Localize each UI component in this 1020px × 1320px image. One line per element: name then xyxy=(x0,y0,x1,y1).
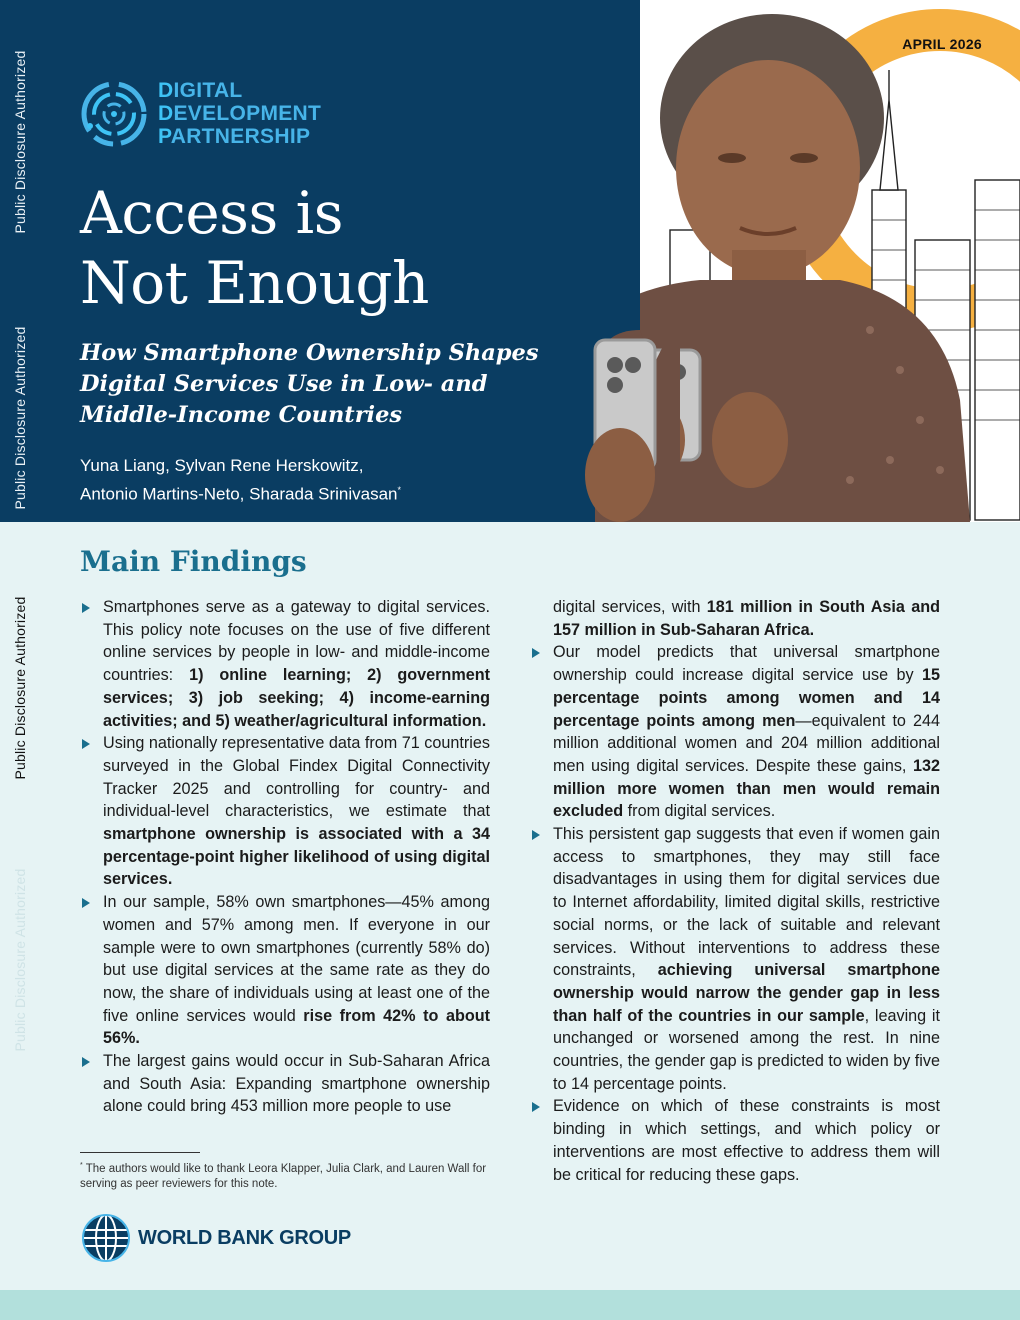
findings-column-right xyxy=(530,596,940,1186)
world-bank-group-wordmark: WORLD BANK GROUP xyxy=(138,1226,351,1249)
woman-with-phone-illustration xyxy=(640,0,1020,522)
finding-text: Evidence on which of these constraints is most binding in which settings, and which policy or interventions are most effective to address them will be critical for reducing these gaps. xyxy=(553,1097,940,1184)
finding-text: In our sample, 58% own smartphones—45% among women and 57% among men. If everyone in our sample were to own smartphones (currently 58% do) but use digital services at the same rate as they do now, the share of individuals using at least one of the five online services would xyxy=(103,893,490,1025)
world-bank-globe-icon xyxy=(80,1212,132,1264)
ddp-logo-text xyxy=(158,79,321,148)
footer-band xyxy=(0,1290,1020,1320)
ddp-logo xyxy=(80,79,321,148)
list-item xyxy=(80,1050,490,1118)
footnote-text: The authors would like to thank Leora Klapper, Julia Clark, and Lauren Wall for serving as peer reviewers for this note. xyxy=(80,1162,487,1190)
list-item xyxy=(80,732,490,891)
watermark-text: Public Disclosure Authorized xyxy=(12,326,28,510)
world-bank-group-logo xyxy=(80,1212,351,1264)
list-item xyxy=(530,1095,940,1186)
finding-text: from digital services. xyxy=(623,802,776,821)
title-line-2: Not Enough xyxy=(80,249,429,317)
footnote-divider xyxy=(80,1152,200,1153)
section-title-main-findings: Main Findings xyxy=(80,545,307,578)
finding-text: The largest gains would occur in Sub-Saharan Africa and South Asia: Expanding smartphone ownership alone could bring 453 million more people to use xyxy=(103,1052,490,1116)
finding-text: Our model predicts that universal smartphone ownership could increase digital service use by xyxy=(553,643,940,685)
triangle-bullet-icon xyxy=(82,898,90,908)
publication-date: APRIL 2026 xyxy=(902,36,982,52)
cover-photo xyxy=(640,0,1020,522)
page-subtitle xyxy=(80,338,560,431)
subtitle-line-1: How Smartphone Ownership Shapes xyxy=(80,340,539,366)
finding-emphasis: 1) online learning; 2) government services; 3) job seeking; 4) income-earning activities; and 5) weather/agricultural information. xyxy=(103,666,490,730)
finding-text: , leaving it unchanged or worsened among the rest. In nine countries, the gender gap is predicted to widen by five to 14 percentage points. xyxy=(553,1006,940,1093)
finding-text: Smartphones serve as a gateway to digital services. This policy note focuses on the use of five different online services by people in low- and middle-income countries: xyxy=(103,598,490,685)
header-banner xyxy=(0,0,1020,522)
ddp-swirl-icon xyxy=(80,80,148,148)
logo-line-partnership: PARTNERSHIP xyxy=(158,125,311,148)
triangle-bullet-icon xyxy=(82,1057,90,1067)
list-item xyxy=(80,596,490,732)
subtitle-line-2: Digital Services Use in Low- and xyxy=(80,371,488,397)
authors-line-1: Yuna Liang, Sylvan Rene Herskowitz, xyxy=(80,456,364,475)
disclosure-watermark xyxy=(0,0,40,1320)
footnote-mark: * xyxy=(80,1162,83,1169)
subtitle-line-3: Middle-Income Countries xyxy=(80,402,403,428)
page-title xyxy=(80,178,429,318)
finding-text: This persistent gap suggests that even if women gain access to smartphones, they may still face disadvantages in using them for digital services due to Internet affordability, limited digital skills, restrictive social norms, or the lack of suitable and relevant services. Without interventions to address these constraints, xyxy=(553,825,940,980)
authors xyxy=(80,454,401,507)
watermark-text: Public Disclosure Authorized xyxy=(12,596,28,780)
logo-line-digital: DIGITAL xyxy=(158,79,243,102)
triangle-bullet-icon xyxy=(532,1102,540,1112)
triangle-bullet-icon xyxy=(532,830,540,840)
finding-text: Using nationally representative data from 71 countries surveyed in the Global Findex Digital Connectivity Tracker 2025 and controlling for country- and individual-level characteristics, we estimate that xyxy=(103,734,490,821)
photo-shoulder-overlay xyxy=(560,300,680,522)
list-item xyxy=(530,823,940,1095)
triangle-bullet-icon xyxy=(82,739,90,749)
findings-column-left xyxy=(80,596,490,1118)
finding-emphasis: achieving universal smartphone ownership would narrow the gender gap in less than half of the countries in our sample xyxy=(553,961,940,1025)
finding-text: digital services, with xyxy=(553,598,707,616)
finding-emphasis: 181 million in South Asia and 157 million in Sub-Saharan Africa. xyxy=(553,598,940,639)
finding-emphasis: 15 percentage points among women and 14 percentage points among men xyxy=(553,666,940,730)
finding-emphasis: 132 million more women than men would remain excluded xyxy=(553,756,940,821)
triangle-bullet-icon xyxy=(532,648,540,658)
finding-text: —equivalent to 244 million additional women and 204 million additional men using digital services. Despite these gains, xyxy=(553,711,940,775)
triangle-bullet-icon xyxy=(82,603,90,613)
list-item-continuation xyxy=(530,596,940,641)
title-line-1: Access is xyxy=(80,179,343,247)
finding-emphasis: rise from 42% to about 56%. xyxy=(103,1006,491,1048)
logo-line-development: DEVELOPMENT xyxy=(158,102,322,125)
watermark-text: Public Disclosure Authorized xyxy=(12,868,28,1052)
finding-emphasis: smartphone ownership is associated with a 34 percentage-point higher likelihood of using digital services. xyxy=(103,825,490,889)
footnote xyxy=(80,1158,500,1192)
list-item xyxy=(80,891,490,1050)
list-item xyxy=(530,641,940,823)
watermark-text: Public Disclosure Authorized xyxy=(12,50,28,234)
authors-line-2: Antonio Martins-Neto, Sharada Srinivasan xyxy=(80,484,398,504)
author-footnote-mark: * xyxy=(397,485,402,495)
